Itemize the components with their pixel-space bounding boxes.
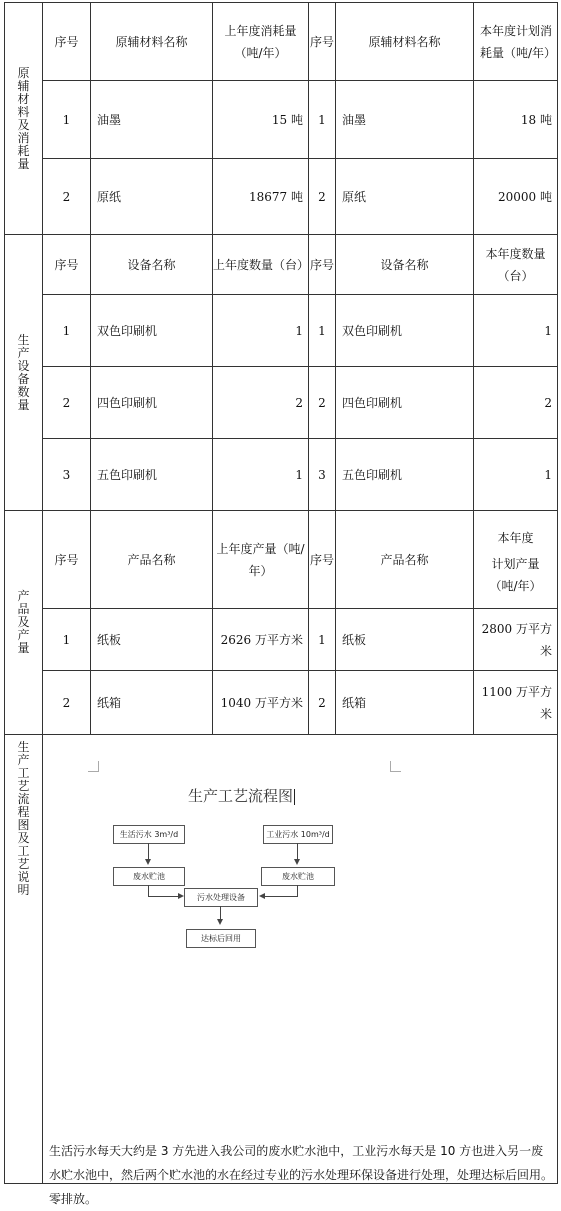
arrow-line — [220, 906, 221, 919]
header-seq: 序号 — [43, 235, 91, 295]
table-row: 2 原纸 18677 吨 2 原纸 20000 吨 — [5, 159, 558, 235]
table-row: 2 纸箱 1040 万平方米 2 纸箱 1100 万平方米 — [5, 671, 558, 735]
process-section-label: 生 产 工 艺 流 程 图 及 工 艺 说 明 — [5, 735, 43, 1184]
process-flow-cell — [43, 735, 558, 1206]
process-flow-diagram — [43, 735, 557, 1206]
arrow-down-icon — [145, 859, 151, 865]
flow-chart-title: 生产工艺流程图 — [188, 787, 294, 805]
arrow-down-icon — [217, 919, 223, 925]
header-product-name-2: 产品名称 — [336, 511, 474, 609]
equipment-section-label: 生 产 设 备 数 量 — [5, 235, 43, 511]
products-section-label: 产 品 及 产 量 — [5, 511, 43, 735]
domestic-sewage-box: 生活污水 3m³/d — [113, 825, 185, 844]
connector-line — [265, 896, 298, 897]
industrial-sewage-box: 工业污水 10m³/d — [263, 825, 333, 844]
arrow-left-icon — [259, 893, 265, 899]
header-this-year-output: 本年度 计划产量 （吨/年） — [474, 511, 558, 609]
arrow-line — [148, 843, 149, 859]
header-material-name-2: 原辅材料名称 — [336, 3, 474, 81]
sewage-treatment-equipment-box: 污水处理设备 — [184, 888, 258, 907]
header-seq-2: 序号 — [309, 235, 336, 295]
connector-line — [148, 896, 178, 897]
table-row: 3 五色印刷机 1 3 五色印刷机 1 — [5, 439, 558, 511]
products-header-row — [5, 511, 558, 609]
table-row: 1 油墨 15 吨 1 油墨 18 吨 — [5, 81, 558, 159]
header-material-name: 原辅材料名称 — [91, 3, 213, 81]
header-this-year-quantity: 本年度数量（台） — [474, 235, 558, 295]
header-equipment-name: 设备名称 — [91, 235, 213, 295]
report-table — [4, 2, 558, 1206]
header-seq: 序号 — [43, 511, 91, 609]
header-this-year-consumption: 本年度计划消耗量（吨/年） — [474, 3, 558, 81]
equipment-header-row — [5, 235, 558, 295]
header-equipment-name-2: 设备名称 — [336, 235, 474, 295]
header-last-year-quantity: 上年度数量（台） — [213, 235, 309, 295]
wastewater-pool-right-box: 废水贮池 — [261, 867, 335, 886]
materials-section-label: 原 辅 材 料 及 消 耗 量 — [5, 3, 43, 235]
table-row: 1 纸板 2626 万平方米 1 纸板 2800 万平方米 — [5, 609, 558, 671]
header-last-year-consumption: 上年度消耗量（吨/年） — [213, 3, 309, 81]
arrow-down-icon — [294, 859, 300, 865]
reuse-after-compliance-box: 达标后回用 — [186, 929, 256, 948]
materials-header-row — [5, 3, 558, 81]
margin-mark — [390, 761, 401, 772]
margin-mark — [88, 761, 99, 772]
arrow-line — [297, 843, 298, 859]
header-seq-2: 序号 — [309, 3, 336, 81]
wastewater-pool-left-box: 废水贮池 — [113, 867, 185, 886]
table-row: 2 四色印刷机 2 2 四色印刷机 2 — [5, 367, 558, 439]
text-cursor — [294, 789, 295, 805]
header-seq: 序号 — [43, 3, 91, 81]
header-seq-2: 序号 — [309, 511, 336, 609]
table-row: 1 双色印刷机 1 1 双色印刷机 1 — [5, 295, 558, 367]
header-last-year-output: 上年度产量（吨/年） — [213, 511, 309, 609]
process-row — [5, 735, 558, 1184]
process-description: 生活污水每天大约是 3 方先进入我公司的废水贮水池中，工业污水每天是 10 方也进入另一废水贮水池中，然后两个贮水池的水在经过专业的污水处理环保设备进行处理，处理达标后回用。零排放。 — [49, 1144, 554, 1206]
header-product-name: 产品名称 — [91, 511, 213, 609]
